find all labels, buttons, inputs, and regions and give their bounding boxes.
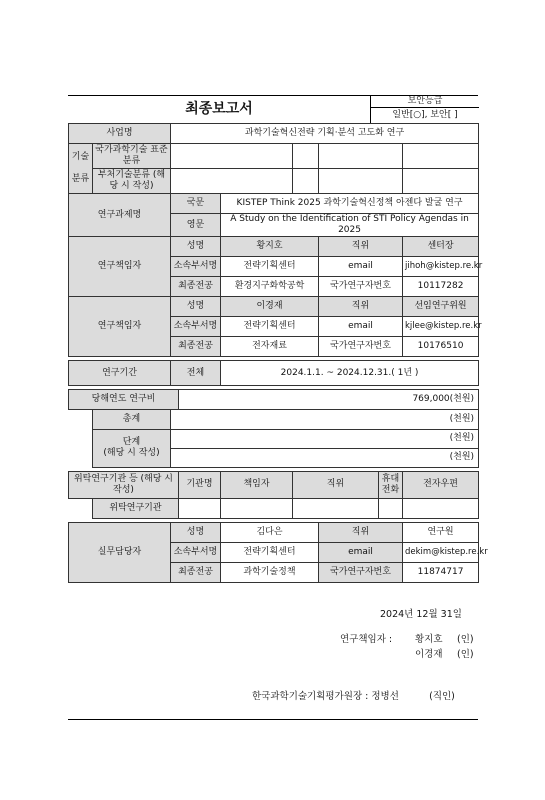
staff-label: 실무담당자: [69, 522, 171, 582]
staff-name: 김다은: [221, 522, 319, 542]
business-label: 사업명: [69, 124, 171, 144]
consign-org-row: [69, 498, 479, 518]
report-form-table: [68, 123, 488, 583]
project-kor-label: 국문: [171, 194, 221, 214]
consign-label: 위탁연구기관 등 (해당 시 작성): [69, 471, 179, 498]
dept-label: 소속부서명: [171, 317, 221, 337]
researcher-signatures: [340, 632, 474, 662]
name-label: 성명: [171, 297, 221, 317]
staff-researcher-no: 11874717: [403, 562, 479, 582]
tech-class-national-label: 국가과학기술 표준분류: [93, 144, 171, 169]
consign-header-manager: 책임자: [221, 471, 293, 498]
researcher-no-label: 국가연구자번호: [319, 562, 403, 582]
pi2-label: 연구책임자: [69, 297, 171, 357]
dept-label: 소속부서명: [171, 257, 221, 277]
signature-pi1-name: 황지호: [415, 634, 443, 645]
budget-stage-row: [69, 429, 479, 448]
president-signature: [252, 688, 455, 702]
email-label: email: [319, 542, 403, 562]
pi2-name: 이경재: [221, 297, 319, 317]
period-row: [69, 361, 479, 386]
pi2-major: 전자재료: [221, 337, 319, 357]
name-label: 성명: [171, 237, 221, 257]
consign-cell: [221, 498, 293, 518]
budget-total-unit: (천원): [171, 410, 479, 430]
budget-total-label: 총계: [93, 410, 171, 430]
budget-value: 769,000(천원): [179, 390, 479, 410]
staff-row-1: [69, 522, 479, 542]
consign-cell: [403, 498, 479, 518]
signature-row: [340, 647, 474, 662]
consign-header-org: 기관명: [179, 471, 221, 498]
tech-class-cell: [319, 144, 403, 169]
consign-header-row: [69, 471, 479, 498]
bottom-border: [68, 719, 478, 720]
staff-position: 연구원: [403, 522, 479, 542]
budget-row: [69, 390, 479, 410]
consign-header-mobile: 휴대전화: [379, 471, 403, 498]
researcher-no-label: 국가연구자번호: [319, 277, 403, 297]
name-label: 성명: [171, 522, 221, 542]
tech-class-label: 기술 분류: [69, 144, 93, 194]
email-label: email: [319, 257, 403, 277]
budget-stage-label: 단계 (해당 시 작성): [93, 429, 171, 467]
pi2-row-1: [69, 297, 479, 317]
tech-class-cell: [293, 169, 319, 194]
pi1-email: jihoh@kistep.re.kr: [403, 257, 479, 277]
period-sub-label: 전체: [171, 361, 221, 386]
tech-class-cell: [319, 169, 403, 194]
pi2-position: 선임연구위원: [403, 297, 479, 317]
consign-org-label: 위탁연구기관: [93, 498, 179, 518]
major-label: 최종전공: [171, 337, 221, 357]
pi1-major: 환경지구화학공학: [221, 277, 319, 297]
budget-stage-unit-2: (천원): [171, 448, 479, 467]
consign-cell: [379, 498, 403, 518]
security-grade-options: 일반[○], 보안[ ]: [371, 108, 479, 124]
president-name: 한국과학기술기획평가원장 : 정병선: [252, 691, 399, 702]
staff-email: dekim@kistep.re.kr: [403, 542, 479, 562]
report-date: 2024년 12월 31일: [380, 609, 462, 620]
seal-mark: (인): [457, 634, 474, 645]
consign-cell: [179, 498, 221, 518]
period-value: 2024.1.1. ~ 2024.12.31.( 1년 ): [221, 361, 479, 386]
consign-header-email: 전자우편: [403, 471, 479, 498]
dept-label: 소속부서명: [171, 542, 221, 562]
position-label: 직위: [319, 237, 403, 257]
pi2-dept: 전략기획센터: [221, 317, 319, 337]
budget-total-row: [69, 410, 479, 430]
pi1-label: 연구책임자: [69, 237, 171, 297]
pi1-name: 황지호: [221, 237, 319, 257]
pi1-researcher-no: 10117282: [403, 277, 479, 297]
official-seal-mark: (직인): [429, 691, 455, 702]
major-label: 최종전공: [171, 277, 221, 297]
position-label: 직위: [319, 522, 403, 542]
signature-pi-label: 연구책임자 :: [340, 634, 393, 645]
tech-class-cell: [171, 169, 293, 194]
signature-pi2-name: 이경재: [415, 649, 443, 660]
business-row: [69, 124, 479, 144]
security-grade-label: 보안등급: [371, 95, 479, 108]
project-eng-title: A Study on the Identification of STI Policy Agendas in 2025: [221, 214, 479, 237]
security-grade-box: [370, 95, 479, 123]
email-label: email: [319, 317, 403, 337]
pi2-researcher-no: 10176510: [403, 337, 479, 357]
project-kor-row: [69, 194, 479, 214]
researcher-no-label: 국가연구자번호: [319, 337, 403, 357]
business-value: 과학기술혁신전략 기획·분석 고도화 연구: [171, 124, 479, 144]
project-eng-label: 영문: [171, 214, 221, 237]
consign-header-position: 직위: [293, 471, 379, 498]
budget-label: 당해연도 연구비: [69, 390, 179, 410]
seal-mark: (인): [457, 649, 474, 660]
position-label: 직위: [319, 297, 403, 317]
pi1-row-1: [69, 237, 479, 257]
tech-class-cell: [171, 144, 293, 169]
pi1-position: 센터장: [403, 237, 479, 257]
staff-major: 과학기술정책: [221, 562, 319, 582]
period-label: 연구기간: [69, 361, 171, 386]
tech-class-ministry-label: 부처기술분류 (해당 시 작성): [93, 169, 171, 194]
tech-class-cell: [403, 169, 479, 194]
tech-class-row-2: [69, 169, 479, 194]
project-kor-title: KISTEP Think 2025 과학기술혁신정책 아젠다 발굴 연구: [221, 194, 479, 214]
tech-class-cell: [403, 144, 479, 169]
signature-row: [340, 632, 474, 647]
tech-class-row-1: [69, 144, 479, 169]
major-label: 최종전공: [171, 562, 221, 582]
page-title: 최종보고서: [185, 101, 253, 117]
pi1-dept: 전략기획센터: [221, 257, 319, 277]
staff-dept: 전략기획센터: [221, 542, 319, 562]
budget-stage-unit: (천원): [171, 429, 479, 448]
tech-class-cell: [293, 144, 319, 169]
pi2-email: kjlee@kistep.re.kr: [403, 317, 479, 337]
project-label: 연구과제명: [69, 194, 171, 237]
consign-cell: [293, 498, 379, 518]
